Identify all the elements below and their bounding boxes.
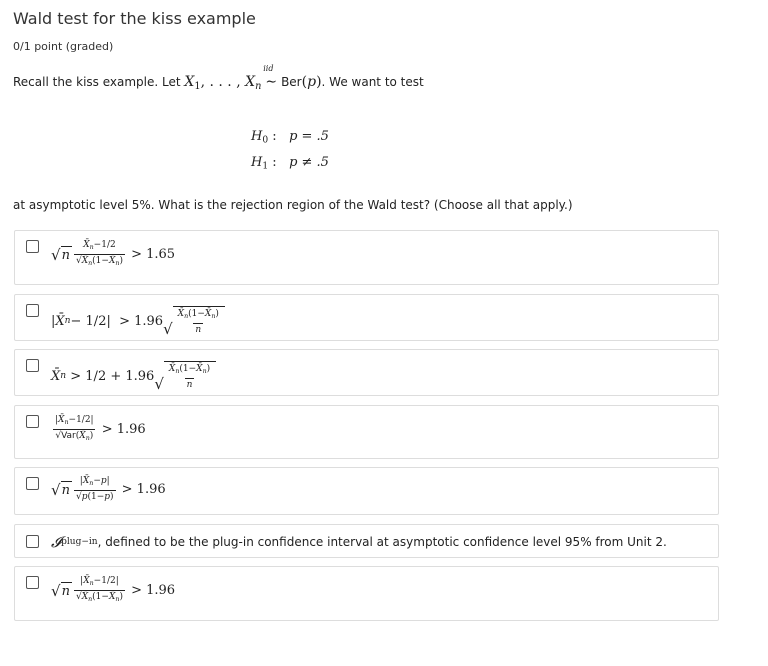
alternative-hypothesis: $H_1$ : p ≠ .5 xyxy=(251,154,329,172)
hypotheses xyxy=(251,126,329,177)
option-6-text: , defined to be the plug-in confidence interval at asymptotic confidence level 95% from Unit 2. xyxy=(97,535,667,549)
question-text: at asymptotic level 5%. What is the rejection region of the Wald test? (Choose all that apply.) xyxy=(13,198,573,212)
answer-option-3[interactable] xyxy=(14,349,719,396)
option-2-formula: | X̄ n − 1/2| > 1.96 √ $\frac{X̄_n(1-X̄_n)}{n}$ xyxy=(51,306,225,337)
iid-label: iid xyxy=(263,64,274,73)
null-hypothesis: $H_0$ : p = .5 xyxy=(251,129,329,146)
answer-option-4[interactable] xyxy=(14,405,719,459)
option-3-formula: X̄ n > 1/2 + 1.96 √ $\frac{X̄_n(1-X̄_n)}{n}$ xyxy=(51,361,216,392)
option-4-formula: $\frac{|X̄_n-1/2|}{√Var(X̄_n)}$ > 1.96 xyxy=(51,414,146,445)
option-4-checkbox[interactable] xyxy=(26,415,39,428)
option-7-checkbox[interactable] xyxy=(26,576,39,589)
intro-prefix: Recall the kiss example. Let xyxy=(13,75,181,89)
intro-suffix: . We want to test xyxy=(321,75,424,89)
option-6-formula: 𝓘 plug−in , defined to be the plug-in confidence interval at asymptotic confidence level 95% from Unit 2. xyxy=(51,533,667,551)
answer-option-6[interactable] xyxy=(14,524,719,558)
distribution-name: Ber xyxy=(281,75,302,89)
option-5-formula: √ n $\frac{|X̄_n-p|}{√p(1-p)}$ > 1.96 xyxy=(51,476,166,502)
option-2-checkbox[interactable] xyxy=(26,304,39,317)
option-1-formula: √ n $\frac{X̄_n-1/2}{√X̄_n(1-X̄_n)}$ > 1.65 xyxy=(51,239,175,270)
answer-option-5[interactable] xyxy=(14,467,719,515)
answer-option-2[interactable] xyxy=(14,294,719,341)
answer-option-1[interactable] xyxy=(14,230,719,285)
grade-status: 0/1 point (graded) xyxy=(13,40,114,53)
option-5-checkbox[interactable] xyxy=(26,477,39,490)
option-6-checkbox[interactable] xyxy=(26,535,39,548)
problem-intro: Recall the kiss example. Let $X_1$, . . . , $X_n$ iid ∼ Ber(p). We want to test xyxy=(13,64,424,92)
option-7-formula: √ n $\frac{|X̄_n-1/2|}{√X̄_n(1-X̄_n)}$ > 1.96 xyxy=(51,575,175,606)
problem-title: Wald test for the kiss example xyxy=(13,9,256,28)
answer-option-7[interactable] xyxy=(14,566,719,621)
option-3-checkbox[interactable] xyxy=(26,359,39,372)
option-1-checkbox[interactable] xyxy=(26,240,39,253)
